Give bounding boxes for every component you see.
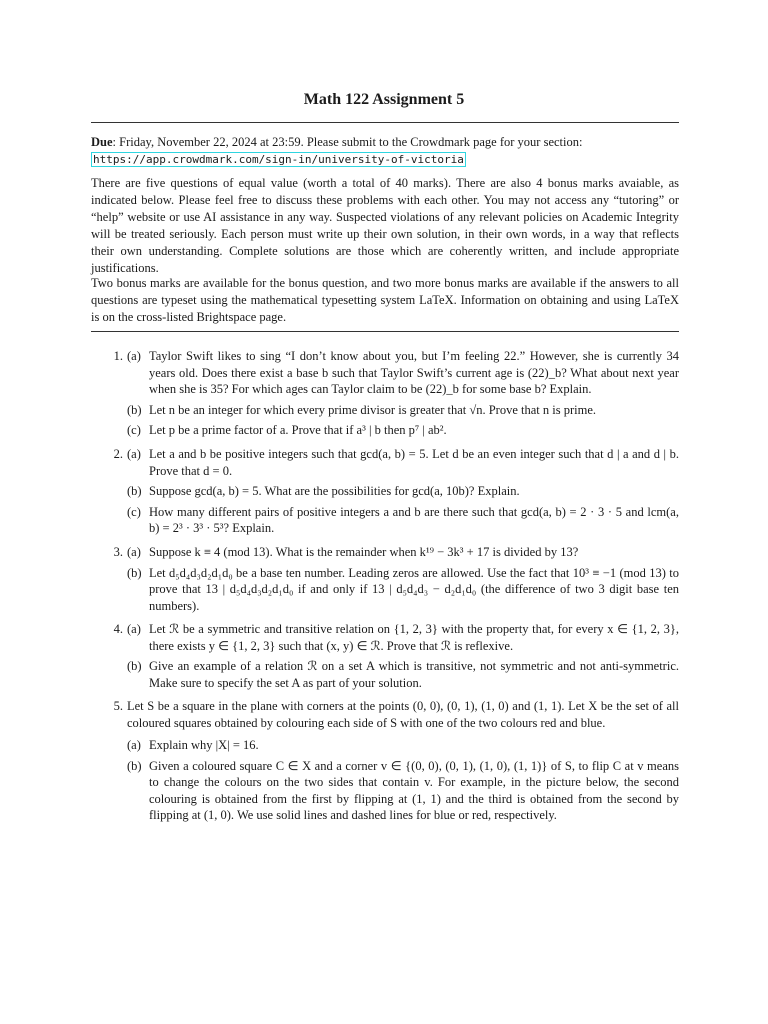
- part-text: Let p be a prime factor of a. Prove that if a³ | b then p⁷ | ab².: [149, 423, 447, 437]
- part-label: (a): [127, 545, 141, 559]
- part-text: Given a coloured square C ∈ X and a corner v ∈ {(0, 0), (0, 1), (1, 0), (1, 1)} of S, to flip C at v means to change the colours on the two sides that contain v. For example, in the picture below, the second colouring is obtained from the first by flipping at (1, 1) and the third is obtained from the second by flipping at (1, 0). We use solid lines and dashed lines for blue or red, respectively.: [149, 758, 679, 822]
- question-part: [127, 422, 679, 439]
- crowdmark-link[interactable]: https://app.crowdmark.com/sign-in/university-of-victoria: [93, 153, 464, 166]
- question-1: [91, 348, 679, 443]
- part-text: Let a and b be positive integers such that gcd(a, b) = 5. Let d be an even integer such that d | a and d | b. Prove that d = 0.: [149, 447, 679, 478]
- question-4: [91, 621, 679, 695]
- part-label: (b): [127, 758, 142, 773]
- part-text: How many different pairs of positive integers a and b are there such that gcd(a, b) = 2 · 3 · 5 and lcm(a, b) = 2³ · 3³ · 5³? Explain.: [149, 504, 679, 535]
- document-title: Math 122 Assignment 5: [303, 91, 465, 108]
- intro-paragraph-1: There are five questions of equal value (worth a total of 40 marks). There are also 4 bonus marks avaiable, as indicated below. Please feel free to discuss these problems with each other. You may not access any “tutoring” or “help” website or use AI assistance in any way. Suspected violations of any relevant policies on Academic Integrity will be treated seriously. Each person must write up their own solution, in their own words, in a way that reflects their own understanding. Complete solutions are those which are coherently written, and include appropriate justifications.: [91, 176, 679, 275]
- question-number: 5.: [113, 699, 123, 713]
- part-text: Explain why |X| = 16.: [149, 738, 259, 752]
- question-part: [127, 621, 679, 654]
- part-text: Give an example of a relation ℛ on a set A which is transitive, not symmetric and not anti-symmetric. Make sure to specify the set A as part of your solution.: [149, 659, 679, 690]
- part-text: Let ℛ be a symmetric and transitive relation on {1, 2, 3} with the property that, for every x ∈ {1, 2, 3}, there exists y ∈ {1, 2, 3} such that (x, y) ∈ ℛ. Prove that ℛ is reflexive.: [149, 622, 679, 653]
- bottom-divider: [91, 331, 679, 332]
- question-3: [91, 544, 679, 618]
- part-label: (c): [127, 423, 141, 437]
- part-label: (a): [127, 622, 141, 636]
- question-2: [91, 446, 679, 541]
- part-label: (a): [127, 349, 141, 363]
- question-stem: Let S be a square in the plane with corners at the points (0, 0), (0, 1), (1, 0) and (1, 1). Let X be the set of all coloured squares obtained by colouring each side of S with one of the two colours red and blue.: [127, 699, 679, 730]
- question-number: 1.: [113, 349, 123, 363]
- question-part: [127, 348, 679, 398]
- question-number: 4.: [113, 622, 123, 636]
- question-part: [127, 658, 679, 691]
- due-paragraph: [91, 134, 679, 168]
- question-part: [127, 483, 679, 500]
- question-5: [91, 698, 679, 828]
- intro-paragraph-2: Two bonus marks are available for the bonus question, and two more bonus marks are available if the answers to all questions are typeset using the mathematical typesetting system LaTeX. Information on obtaining and using LaTeX is on the cross-listed Brightspace page.: [91, 276, 679, 324]
- question-part: [127, 544, 679, 561]
- part-label: (a): [127, 738, 141, 752]
- question-part: [127, 402, 679, 419]
- question-number: 3.: [113, 545, 123, 559]
- part-text: Let n be an integer for which every prime divisor is greater that √n. Prove that n is prime.: [149, 402, 597, 417]
- part-text: Let d₅d₄d₃d₂d₁d₀ be a base ten number. Leading zeros are allowed. Use the fact that 10³ ≡ −1 (mod 13) to prove that 13 | d₅d₄d₃d₂d₁d₀ if and only if 13 | d₅d₄d₃ − d₂d₁d₀ (the difference of two 3 digit base ten numbers).: [149, 565, 679, 613]
- due-label: Due: [91, 135, 113, 149]
- part-text: Taylor Swift likes to sing “I don’t know about you, but I’m feeling 22.” However, she is currently 34 years old. Does there exist a base b such that Taylor Swift’s current age is (22)_b? What about next year when she is 35? For which ages can Taylor claim to be (22)_b for some base b? Explain.: [149, 349, 679, 396]
- part-label: (b): [127, 402, 142, 417]
- part-label: (b): [127, 565, 142, 580]
- part-text: Suppose gcd(a, b) = 5. What are the possibilities for gcd(a, 10b)? Explain.: [149, 484, 520, 498]
- part-label: (b): [127, 484, 142, 498]
- question-part: [127, 504, 679, 537]
- question-number: 2.: [113, 447, 123, 461]
- question-part: [127, 446, 679, 479]
- part-label: (b): [127, 659, 142, 673]
- question-part: [127, 758, 679, 824]
- question-part: [127, 737, 679, 754]
- due-text: : Friday, November 22, 2024 at 23:59. Please submit to the Crowdmark page for your section:: [112, 135, 583, 149]
- part-text: Suppose k ≡ 4 (mod 13). What is the remainder when k¹⁹ − 3k³ + 17 is divided by 13?: [149, 545, 579, 559]
- part-label: (a): [127, 447, 141, 461]
- question-part: [127, 565, 679, 615]
- part-label: (c): [127, 504, 141, 519]
- top-divider: [91, 122, 679, 123]
